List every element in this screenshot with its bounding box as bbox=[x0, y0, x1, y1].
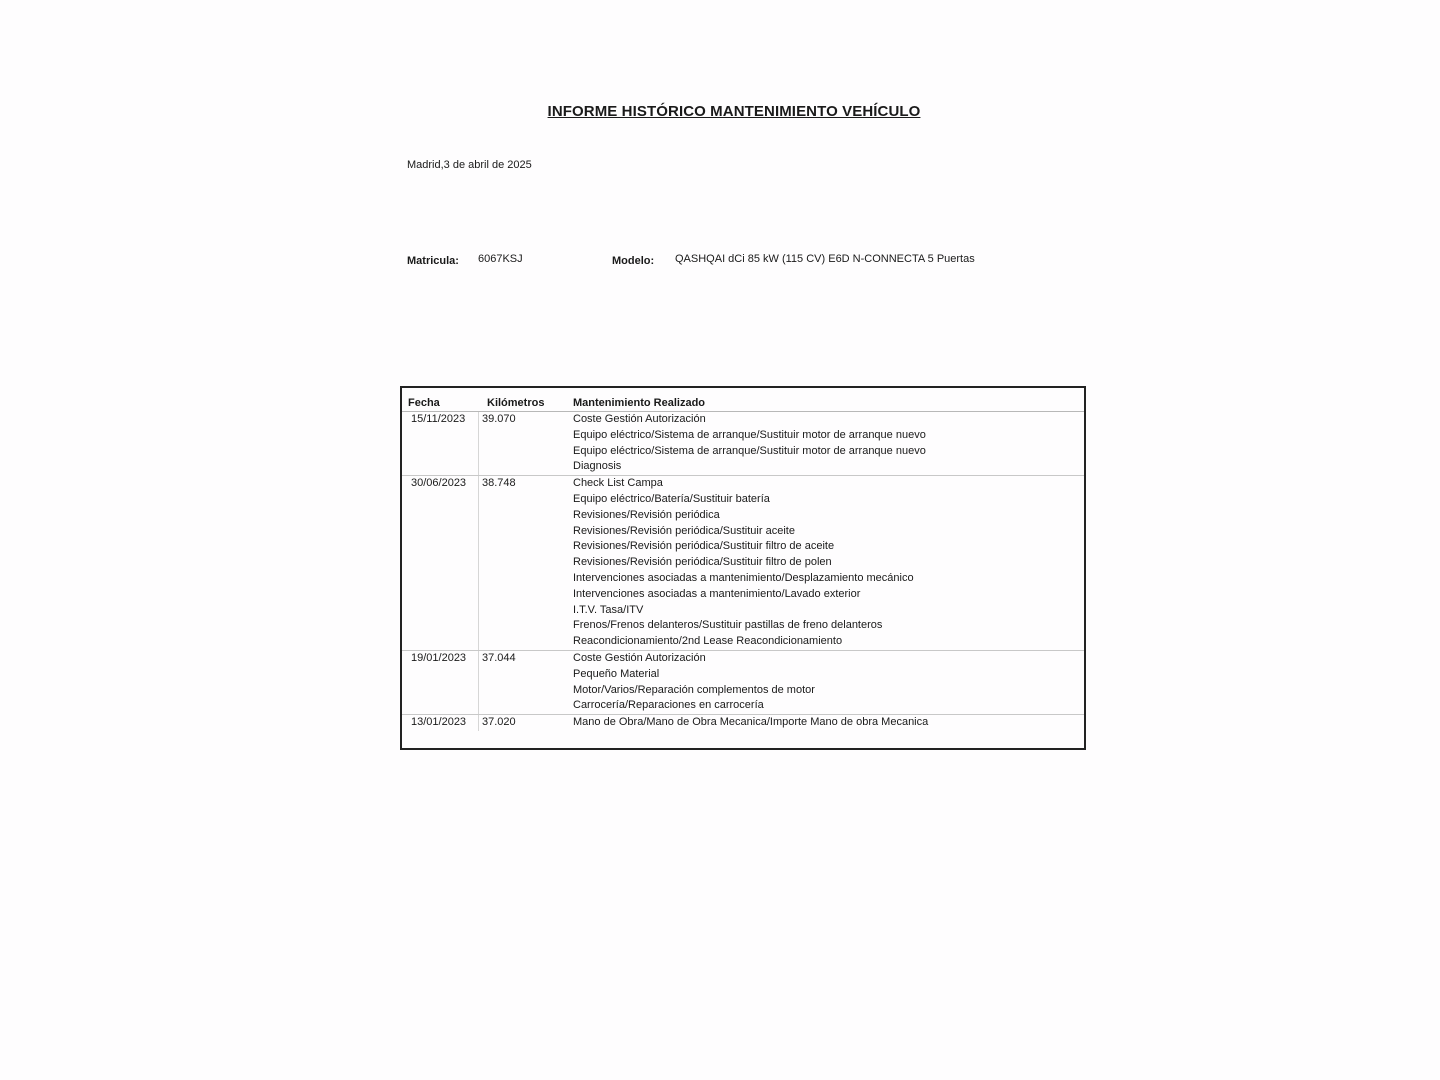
maintenance-item: Reacondicionamiento/2nd Lease Reacondicionamiento bbox=[573, 635, 843, 648]
modelo-label: Modelo: bbox=[612, 255, 655, 267]
maintenance-item: Coste Gestión Autorización bbox=[573, 651, 706, 664]
maintenance-item: Coste Gestión Autorización bbox=[573, 413, 706, 425]
vehicle-info bbox=[407, 253, 1107, 269]
maintenance-item: Check List Campa bbox=[573, 477, 663, 490]
matricula-value: 6067KSJ bbox=[478, 253, 523, 265]
entry-kilometros: 39.070 bbox=[482, 413, 516, 425]
header-fecha: Fecha bbox=[408, 397, 440, 409]
entry-items bbox=[573, 476, 1084, 650]
maintenance-item: Equipo eléctrico/Sistema de arranque/Sustituir motor de arranque nuevo bbox=[573, 428, 926, 441]
maintenance-item: Intervenciones asociadas a mantenimiento/Desplazamiento mecánico bbox=[573, 571, 914, 584]
entry-items bbox=[573, 715, 1084, 731]
maintenance-item: Frenos/Frenos delanteros/Sustituir pastillas de freno delanteros bbox=[573, 619, 883, 632]
matricula-label: Matricula: bbox=[407, 255, 459, 267]
maintenance-item: I.T.V. Tasa/ITV bbox=[573, 603, 644, 616]
maintenance-item: Diagnosis bbox=[573, 460, 622, 473]
maintenance-item: Mano de Obra/Mano de Obra Mecanica/Importe Mano de obra Mecanica bbox=[573, 716, 929, 729]
maintenance-item: Revisiones/Revisión periódica/Sustituir filtro de aceite bbox=[573, 540, 835, 553]
header-kilometros: Kilómetros bbox=[487, 397, 545, 409]
maintenance-item: Pequeño Material bbox=[573, 667, 660, 680]
table-row bbox=[402, 412, 1084, 476]
maintenance-item: Revisiones/Revisión periódica/Sustituir filtro de polen bbox=[573, 556, 832, 569]
entry-fecha: 15/11/2023 bbox=[411, 412, 479, 475]
table-row bbox=[402, 476, 1084, 651]
entry-fecha: 13/01/2023 bbox=[411, 715, 479, 731]
table-body bbox=[402, 412, 1084, 731]
table-row bbox=[402, 651, 1084, 715]
table-row bbox=[402, 715, 1084, 731]
maintenance-item: Intervenciones asociadas a mantenimiento/Lavado exterior bbox=[573, 587, 861, 600]
header-mantenimiento: Mantenimiento Realizado bbox=[573, 397, 706, 409]
maintenance-item: Equipo eléctrico/Sistema de arranque/Sustituir motor de arranque nuevo bbox=[573, 444, 926, 457]
maintenance-item: Motor/Varios/Reparación complementos de motor bbox=[573, 683, 815, 696]
maintenance-item: Equipo eléctrico/Batería/Sustituir batería bbox=[573, 492, 770, 505]
entry-items bbox=[573, 412, 1084, 475]
maintenance-item: Carrocería/Reparaciones en carrocería bbox=[573, 699, 764, 712]
document-title: INFORME HISTÓRICO MANTENIMIENTO VEHÍCULO bbox=[547, 103, 921, 120]
entry-kilometros: 37.020 bbox=[482, 716, 516, 729]
entry-fecha: 30/06/2023 bbox=[411, 476, 479, 650]
entry-items bbox=[573, 651, 1084, 714]
entry-fecha: 19/01/2023 bbox=[411, 651, 479, 714]
maintenance-table bbox=[400, 386, 1086, 750]
entry-kilometros: 37.044 bbox=[482, 651, 516, 664]
date-line: Madrid,3 de abril de 2025 bbox=[407, 159, 532, 171]
modelo-value: QASHQAI dCi 85 kW (115 CV) E6D N-CONNECTA 5 Puertas bbox=[675, 253, 975, 265]
entry-kilometros: 38.748 bbox=[482, 477, 516, 490]
table-header bbox=[402, 388, 1084, 412]
maintenance-item: Revisiones/Revisión periódica/Sustituir aceite bbox=[573, 524, 795, 537]
maintenance-item: Revisiones/Revisión periódica bbox=[573, 508, 720, 521]
